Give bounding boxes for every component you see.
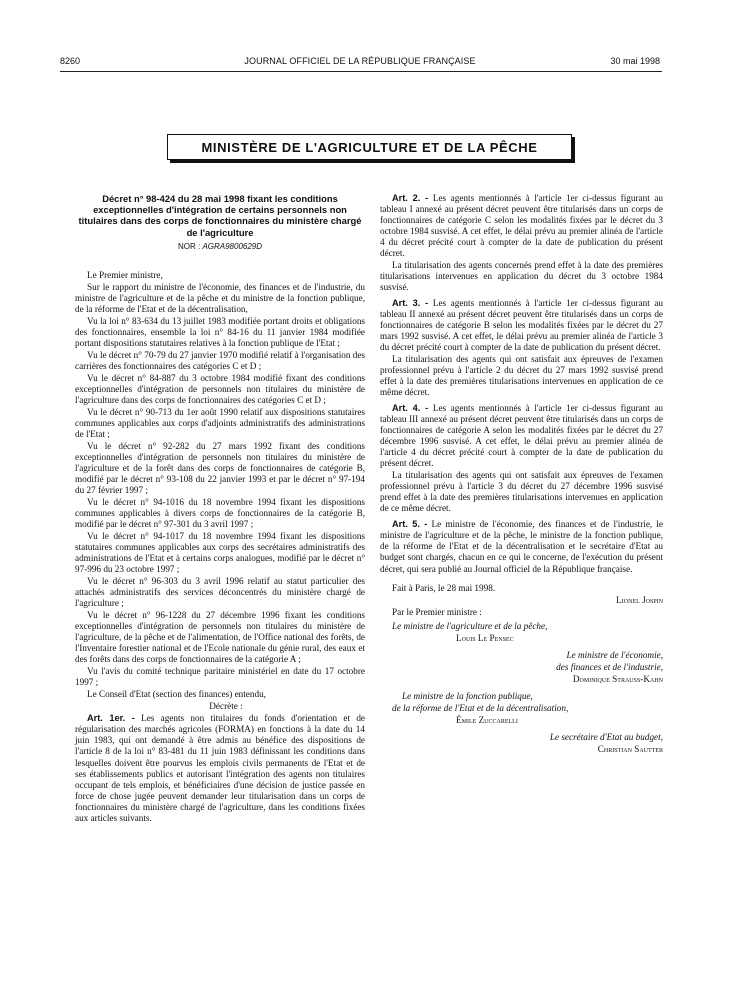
paragraph: La titularisation des agents qui ont satisfait aux épreuves de l'examen professionnel prévu à l'article 2 du décret du 27 mars 1992 susvisé prend effet à la date des premières titularisations intervenues en application de ce même décret. [380,354,663,398]
paragraph: Vu le décret n° 70-79 du 27 janvier 1970 modifié relatif à l'organisation des carrières des fonctionnaires des catégories C et D ; [75,349,365,371]
nor-label: NOR : [177,241,201,251]
paragraph: Vu le décret n° 92-282 du 27 mars 1992 fixant des conditions exceptionnelles d'intégration de personnels non titulaires du ministère de l'agriculture et de la forêt dans des corps de fonctionnaires de catégorie B, modifié par le décret n° 93-108 du 22 janvier 1993 et par le décret n° 97-194 du 27 février 1997 ; [75,441,365,496]
agri-name: Louis Le Pensec [456,632,514,643]
paragraph: Vu le décret n° 96-303 du 3 avril 1996 relatif au statut particulier des attachés administratifs des services déconcentrés du ministère chargé de l'agriculture ; [75,576,365,609]
budget-title: Le secrétaire d'Etat au budget, [549,731,663,742]
paragraph: Vu le décret n° 94-1016 du 18 novembre 1994 fixant les dispositions communes applicables à divers corps de fonctionnaires de la catégorie B, modifié par le décret n° 97-301 du 3 avril 1997 ; [75,497,365,530]
by-pm: Par le Premier ministre : [392,606,482,617]
paragraph: Sur le rapport du ministre de l'économie, des finances et de l'industrie, du ministre de l'agriculture et de la pêche et du ministre de la fonction publique, de la réforme de l'Etat et de la décentralisation, [75,281,365,314]
nor-reference [75,241,365,252]
article-5 [380,519,663,574]
article-label: Art. 1er. - [87,713,135,724]
pm-name: Lionel Jospin [616,594,663,605]
paragraph: Vu l'avis du comité technique paritaire ministériel en date du 17 octobre 1997 ; [75,666,365,688]
paragraph: Vu la loi n° 83-634 du 13 juillet 1983 modifiée portant droits et obligations des fonctionnaires, ensemble la loi n° 84-16 du 11 janvier 1984 modifiée portant dispositions statutaires relatives à la fonction publique de l'Etat ; [75,315,365,348]
journal-title: JOURNAL OFFICIEL DE LA RÉPUBLIQUE FRANÇAISE [244,56,476,66]
eco-name: Dominique Strauss-Kahn [572,673,663,684]
article-2 [380,193,663,259]
article-text: Les agents mentionnés à l'article 1er ci-dessus figurant au tableau II annexé au présent décret peuvent être titularisés dans un corps de fonctionnaires de catégorie B selon les modalités fixées par le décret du 27 mars 1992 susvisé. A cet effet, le délai prévu au premier alinéa de l'article 3 du décret précité court à compter de la date de publication du présent décret. [380,298,664,353]
article-label: Art. 4. - [392,403,429,414]
agri-title: Le ministre de l'agriculture et de la pêche, [392,620,548,631]
article-text: Le ministre de l'économie, des finances et de l'industrie, le ministre de l'agriculture et de la pêche, le ministre de la fonction publique, de la réforme de l'Etat et de la décentralisation et le secrétaire d'Etat au budget sont chargés, chacun en ce qui le concerne, de l'exécution du présent décret, qui sera publié au Journal officiel de la République française. [380,519,663,574]
left-column [75,193,365,825]
decrete-heading: Décrète : [209,701,243,712]
article-text: Les agents mentionnés à l'article 1er ci-dessus figurant au tableau III annexé au présent décret peuvent être titularisés dans un corps de fonctionnaires de catégorie A selon les modalités fixées par le décret du 27 décembre 1996 susvisé. A cet effet, le délai prévu au premier alinéa de l'article 4 du décret précité court à compter de la date de publication du présent décret. [380,403,664,469]
budget-name: Christian Sautter [597,743,663,754]
decree-title: Décret n° 98-424 du 28 mai 1998 fixant les conditions exceptionnelles d'intégration de certains personnels non titulaires dans des corps de fonctionnaires du ministère chargé de l'agriculture [78,193,362,238]
article-label: Art. 5. - [392,519,428,530]
eco-title-1: Le ministre de l'économie, [566,649,663,660]
paragraph: La titularisation des agents qui ont satisfait aux épreuves de l'examen professionnel prévu à l'article 3 du décret du 27 décembre 1996 susvisé prend effet à la date des premières titularisations intervenues en application de ce même décret. [380,470,663,514]
article-text: Les agents mentionnés à l'article 1er ci-dessus figurant au tableau I annexé au présent décret peuvent être titularisés dans un corps de fonctionnaires de catégorie C selon les modalités fixées par le décret du 3 octobre 1984 susvisé. A cet effet, le délai prévu au premier alinéa de l'article 4 du décret précité court à compter de la date de publication du présent décret. [380,193,664,259]
fp-title-1: Le ministre de la fonction publique, [402,690,533,701]
paragraph: Vu le décret n° 84-887 du 3 octobre 1984 modifié fixant des conditions exceptionnelles d'intégration de personnels non titulaires du ministère de l'agriculture dans des corps de fonctionnaires des catégories C et D ; [75,372,365,405]
paragraph: La titularisation des agents concernés prend effet à la date des premières titularisations intervenues en application du décret du 3 octobre 1984 susvisé. [380,260,663,293]
paragraph: Vu le décret n° 96-1228 du 27 décembre 1996 fixant les conditions exceptionnelles d'intégration de personnels non titulaires du ministère de l'agriculture, de la pêche et de l'alimentation, de l'Office national des forêts, de l'Inventaire forestier national et de l'Ecole nationale du génie rural, des eaux et des forêts dans des corps de fonctionnaires de la catégorie A ; [75,610,365,665]
paragraph: Le Premier ministre, [87,269,163,280]
nor-code: AGRA9800629D [202,241,263,251]
article-label: Art. 2. - [392,193,429,203]
fp-name: Émile Zuccarelli [456,714,518,725]
paragraph: Vu le décret n° 90-713 du 1er août 1990 relatif aux dispositions statutaires communes applicables aux corps d'adjoints administratifs des administrations de l'Etat ; [75,407,365,440]
article-text: Les agents non titulaires du fonds d'orientation et de régularisation des marchés agricoles (FORMA) en fonctions à la date du 14 juin 1983, qui ont demandé à être admis au bénéfice des dispositions de l'article 8 de la loi n° 83-481 du 11 juin 1983 définissant les conditions dans lesquelles doivent être pourvus les emplois civils permanents de l'Etat et de ses établissements publics et autorisant l'intégration des agents non titulaires occupant de tels emplois, et bénéficiaires d'une décision de justice passée en force de chose jugée peuvent demander leur titularisation dans un corps de fonctionnaires du ministère chargé de l'agriculture, dans les conditions fixées aux articles suivants. [75,713,366,823]
fp-title-2: de la réforme de l'Etat et de la décentralisation, [392,702,569,713]
place-date: Fait à Paris, le 28 mai 1998. [392,582,496,593]
issue-date: 30 mai 1998 [610,56,660,66]
article-4 [380,403,663,469]
eco-title-2: des finances et de l'industrie, [556,661,663,672]
ministry-banner: MINISTÈRE DE L'AGRICULTURE ET DE LA PÊCHE [167,134,572,160]
header-rule [60,71,662,72]
article-3 [380,298,663,353]
paragraph: Le Conseil d'Etat (section des finances) entendu, [87,689,266,700]
page-number: 8260 [60,56,81,66]
article-label: Art. 3. - [392,298,429,309]
paragraph: Vu le décret n° 94-1017 du 18 novembre 1994 fixant les dispositions statutaires communes applicables aux corps des secrétaires administratifs des administrations de l'Etat et à certains corps analogues, modifié par le décret n° 97-996 du 23 octobre 1997 ; [75,531,365,575]
page-header [60,56,660,68]
article-1 [75,713,365,823]
right-column [380,193,663,756]
